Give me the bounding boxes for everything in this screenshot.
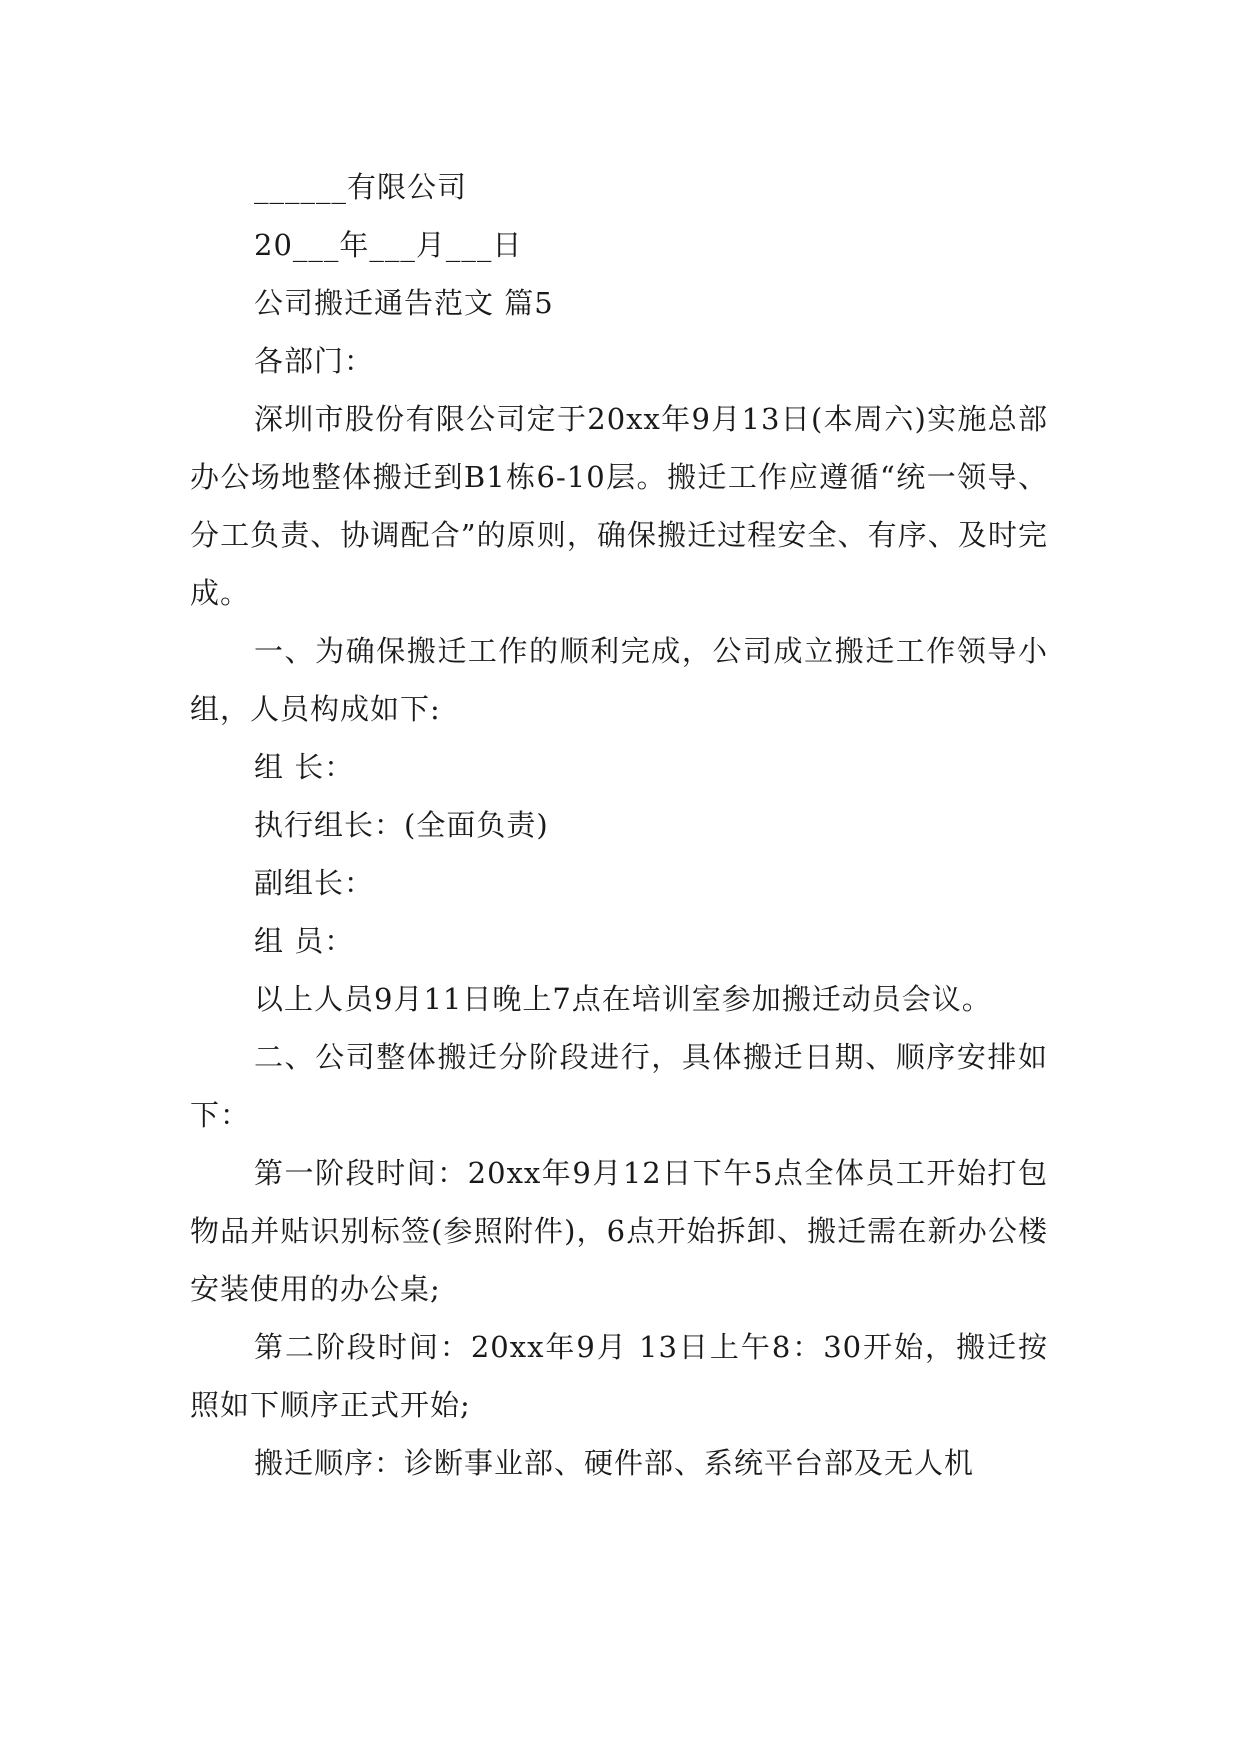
body-paragraph: 深圳市股份有限公司定于20xx年9月13日(本周六)实施总部办公场地整体搬迁到B1栋6-10层。搬迁工作应遵循“统一领导、分工负责、协调配合”的原则，确保搬迁过程安全、有序、及时完成。 (190, 402, 1048, 610)
company-signature-line: ______有限公司 (254, 170, 468, 204)
salutation: 各部门： (254, 344, 375, 378)
body-paragraph: 一、为确保搬迁工作的顺利完成，公司成立搬迁工作领导小组，人员构成如下: (190, 634, 1048, 726)
team-role-deputy-leader: 副组长： (254, 866, 375, 900)
body-paragraph: 以上人员9月11日晚上7点在培训室参加搬迁动员会议。 (254, 982, 992, 1016)
team-role-leader: 组 长： (254, 750, 355, 784)
body-paragraph: 第二阶段时间：20xx年9月 13日上午8：30开始，搬迁按照如下顺序正式开始; (190, 1330, 1048, 1422)
body-paragraph: 二、公司整体搬迁分阶段进行，具体搬迁日期、顺序安排如下： (190, 1040, 1048, 1132)
team-role-members: 组 员： (254, 924, 355, 958)
body-paragraph: 搬迁顺序：诊断事业部、硬件部、系统平台部及无人机 (254, 1446, 975, 1480)
team-role-executive-leader: 执行组长：(全面负责) (254, 808, 549, 842)
date-line: 20___年___月___日 (254, 228, 523, 262)
document-body (190, 158, 1048, 1492)
section-heading: 公司搬迁通告范文 篇5 (254, 286, 554, 320)
body-paragraph: 第一阶段时间：20xx年9月12日下午5点全体员工开始打包物品并贴识别标签(参照附件)，6点开始拆卸、搬迁需在新办公楼安装使用的办公桌; (190, 1156, 1048, 1306)
